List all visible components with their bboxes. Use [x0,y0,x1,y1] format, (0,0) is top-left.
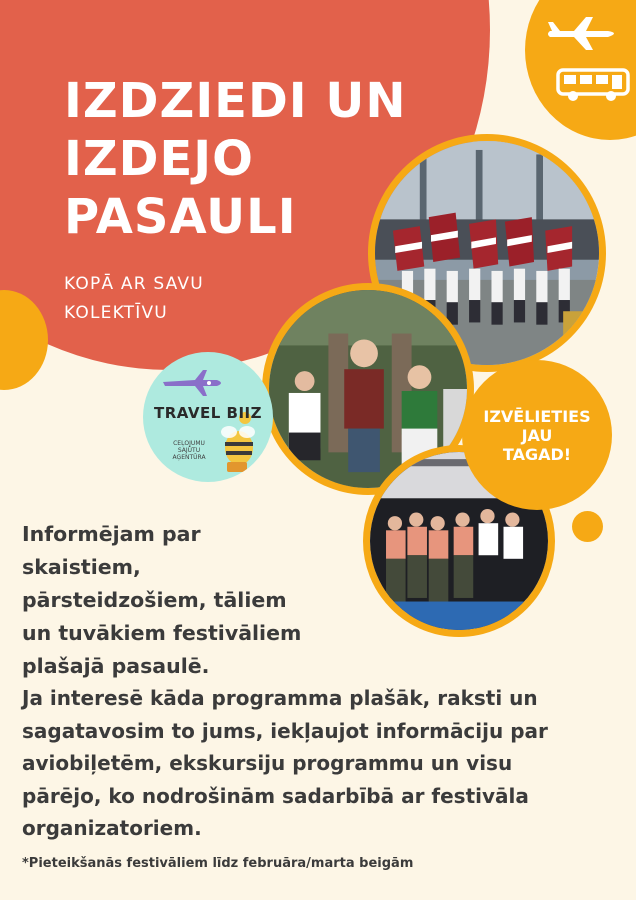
logo-plane-icon [163,370,221,396]
cta-line: TAGAD! [502,444,572,464]
body-line: Ja interesē kāda programma plašāk, raksti un [22,686,538,710]
cta-line: IZVĒLIETIES [483,406,591,426]
body-line: sagatavosim to jums, iekļaujot informāciju par [22,718,548,743]
logo-tagline [165,440,213,461]
intro-line: pārsteidzošiem, tāliem [22,588,287,612]
bus-icon [556,68,630,102]
logo-brand [143,404,273,422]
poster-title [64,72,407,246]
title-line: IZDZIEDI UN [64,73,407,129]
subtitle-line: KOLEKTĪVU [64,303,168,323]
orange-dot [572,511,603,542]
body-line: aviobiļetēm, ekskursiju programmu un visu [22,751,513,775]
footnote: *Pieteikšanās festivāliem līdz februāra/marta beigām [22,856,414,871]
intro-line: plašajā pasaulē. [22,654,210,678]
title-line: PASAULI [64,189,297,245]
intro-line: skaistiem, [22,555,141,579]
title-line: IZDEJO [64,131,254,187]
body-line: organizatoriem. [22,816,202,840]
subtitle-line: KOPĀ AR SAVU [64,274,204,294]
travel-biiz-logo [143,352,273,482]
logo-tagline-line: AĢENTŪRA [172,454,206,461]
body-line: pārējo, ko nodrošinām sadarbībā ar festivāla [22,783,529,808]
plane-icon [546,14,622,52]
intro-line: un tuvākiem festivāliem [22,621,302,645]
intro-line: Informējam par [22,522,201,546]
logo-brand-word: BIIZ [226,404,262,422]
intro-text [22,518,301,683]
logo-tagline-line: CEĻOJUMU [173,440,205,447]
logo-tagline-line: SAJŪTU [177,447,201,454]
poster-subtitle [64,270,204,328]
body-text [22,682,548,845]
call-to-action-badge [462,360,612,510]
logo-brand-word: TRAVEL [153,404,221,422]
cta-line: JAU [521,425,553,445]
